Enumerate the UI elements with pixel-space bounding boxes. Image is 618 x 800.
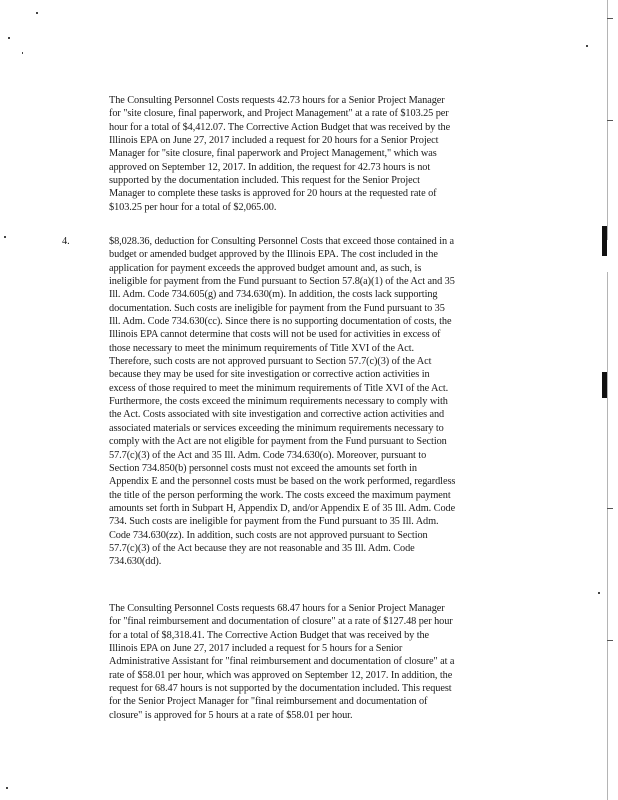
scan-speck [8, 37, 10, 39]
text-line: Ill. Adm. Code 734.605(g) and 734.630(m). In addition, the costs lack supporting [109, 289, 438, 301]
text-line: the title of the person performing the work. The costs exceed the maximum payment [109, 489, 451, 501]
text-line: Manager for "site closure, final paperwork and Project Management," which was [109, 148, 437, 160]
paragraph-senior-pm-reimbursement [109, 602, 537, 722]
scan-tick [607, 120, 613, 121]
text-line: the Act. Costs associated with site investigation and corrective action activities and [109, 409, 445, 421]
text-line: those necessary to meet the minimum requirements of Title XVI of the Act. [109, 342, 415, 354]
scan-tick [607, 508, 613, 509]
text-line: associated materials or services exceeding the minimum requirements necessary to [109, 422, 444, 434]
text-line: Therefore, such costs are not approved pursuant to Section 57.7(c)(3) of the Act [109, 356, 432, 368]
text-line: $103.25 per hour for a total of $2,065.00. [109, 201, 277, 213]
text-line: Section 734.850(b) personnel costs must not exceed the amounts set forth in [109, 462, 417, 474]
text-line: closure" is approved for 5 hours at a rate of $58.01 per hour. [109, 709, 353, 721]
text-line: comply with the Act are not eligible for payment from the Fund pursuant to Section [109, 436, 447, 448]
paragraph-senior-pm-closure [109, 94, 537, 214]
text-line: 734.630(dd). [109, 556, 162, 568]
scan-tick [607, 640, 613, 641]
text-line: $8,028.36, deduction for Consulting Personnel Costs that exceed those contained in a [109, 236, 455, 247]
text-line: for the Senior Project Manager for "final reimbursement and documentation of [109, 696, 428, 708]
text-line: Administrative Assistant for "final reimbursement and documentation of closure" at a [109, 656, 455, 668]
text-line: Manager to complete these tasks is approved for 20 hours at the requested rate of [109, 188, 437, 200]
text-line: because they may be used for site investigation or corrective action activities in [109, 369, 430, 381]
text-line: supported by the documentation included. This request for the Senior Project [109, 175, 420, 187]
text-line: approved on September 12, 2017. In addition, the request for 42.73 hours is not [109, 161, 431, 173]
text-line: for a total of $8,318.41. The Corrective Action Budget that was received by the [109, 629, 430, 641]
text-line: documentation. Such costs are ineligible for payment from the Fund pursuant to 35 [109, 302, 445, 314]
text-line: Illinois EPA cannot determine that costs will not be used for activities in excess of [109, 329, 441, 341]
text-line: for "final reimbursement and documentation of closure" at a rate of $127.48 per hour [109, 616, 453, 628]
text-line: rate of $58.01 per hour, which was approved on September 12, 2017. In addition, the [109, 669, 453, 681]
text-line: amounts set forth in Subpart H, Appendix D, and/or Appendix E of 35 Ill. Adm. Code [109, 502, 456, 514]
text-line: Code 734.630(zz). In addition, such costs are not approved pursuant to Section [109, 529, 428, 541]
scan-speck [36, 12, 38, 14]
text-line: The Consulting Personnel Costs requests 42.73 hours for a Senior Project Manager [109, 95, 445, 106]
item-number: 4. [62, 236, 70, 247]
text-line: Illinois EPA on June 27, 2017 included a request for 20 hours for a Senior Project [109, 135, 439, 147]
scan-speck [4, 236, 6, 238]
text-line: Furthermore, the costs exceed the minimum requirements necessary to comply with [109, 396, 448, 408]
text-line: 734. Such costs are ineligible for payment from the Fund pursuant to 35 Ill. Adm. [109, 516, 439, 528]
text-line: 57.7(c)(3) of the Act and 35 Ill. Adm. Code 734.630(o). Moreover, pursuant to [109, 449, 427, 461]
scan-speck [586, 45, 588, 47]
text-line: The Consulting Personnel Costs requests 68.47 hours for a Senior Project Manager [109, 603, 445, 614]
text-line: Ill. Adm. Code 734.630(cc). Since there is no supporting documentation of costs, the [109, 316, 452, 328]
revision-bar [602, 372, 607, 398]
text-line: application for payment exceeds the approved budget amount and, as such, is [109, 262, 422, 274]
text-line: 57.7(c)(3) of the Act because they are not reasonable and 35 Ill. Adm. Code [109, 542, 415, 554]
text-line: Appendix E and the personnel costs must be based on the work performed, regardless [109, 476, 456, 488]
text-line: ineligible for payment from the Fund pursuant to Section 57.8(a)(1) of the Act and 35 [109, 276, 455, 288]
text-line: request for 68.47 hours is not supported by the documentation included. This request [109, 683, 452, 695]
text-line: for "site closure, final paperwork, and Project Management" at a rate of $103.25 per [109, 108, 449, 120]
text-line: excess of those required to meet the minimum requirements of Title XVI of the Act. [109, 382, 449, 394]
text-line: Illinois EPA on June 27, 2017 included a request for 5 hours for a Senior [109, 643, 403, 655]
scan-speck [6, 787, 8, 789]
scan-speck [598, 592, 600, 594]
text-line: hour for a total of $4,412.07. The Corrective Action Budget that was received by the [109, 121, 451, 133]
scan-tick [607, 18, 613, 19]
text-line: budget or amended budget approved by the Illinois EPA. The cost included in the [109, 249, 438, 261]
revision-bar [602, 226, 607, 256]
scan-speck [22, 52, 23, 54]
paragraph-deduction-item-4 [109, 235, 537, 569]
